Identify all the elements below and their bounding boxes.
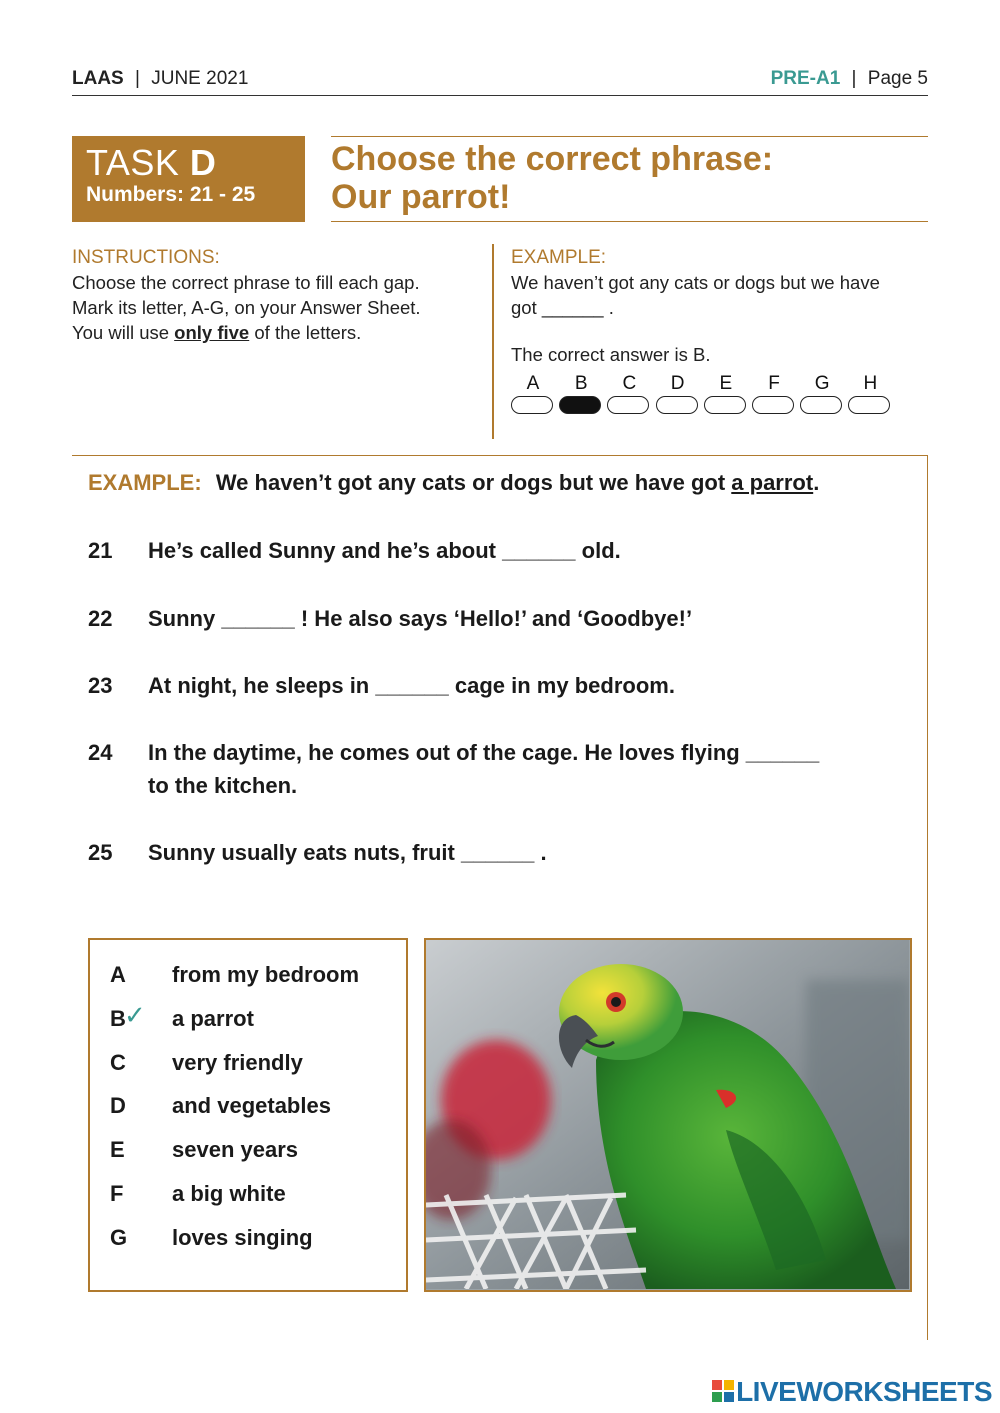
answer-bubble-c[interactable]	[607, 372, 651, 414]
bubble-letter: H	[863, 373, 878, 394]
page-header	[72, 66, 928, 96]
bubble-oval[interactable]	[511, 396, 553, 414]
question-21	[88, 534, 888, 567]
question-number: 21	[88, 538, 113, 563]
option-letter: F	[110, 1180, 124, 1206]
answer-bubble-a[interactable]	[511, 372, 555, 414]
example-sentence-answer: a parrot	[731, 470, 814, 495]
question-22	[88, 602, 888, 635]
answer-bubble-g[interactable]	[800, 372, 844, 414]
example-label: EXAMPLE:	[511, 247, 607, 268]
question-text-continued: to the kitchen.	[148, 773, 298, 798]
header-separator: |	[135, 68, 140, 89]
option-letter: E	[110, 1137, 125, 1163]
question-text[interactable]: Sunny ______ ! He also says ‘Hello!’ and ‘Goodbye!’	[148, 606, 693, 631]
option-text: a parrot	[172, 1005, 254, 1031]
liveworksheets-logo	[712, 1376, 992, 1408]
example-sentence	[88, 470, 819, 496]
level-label: PRE-A1	[770, 68, 841, 89]
option-f	[110, 1181, 406, 1225]
title-line-2: Our parrot!	[331, 178, 511, 216]
bubble-letter: A	[526, 373, 540, 394]
bubble-letter: F	[768, 373, 780, 394]
question-24	[88, 736, 888, 802]
option-letter: G	[110, 1224, 128, 1250]
question-number: 25	[88, 840, 113, 865]
bubble-oval[interactable]	[559, 396, 601, 414]
question-text[interactable]: Sunny usually eats nuts, fruit ______ .	[148, 840, 547, 865]
option-e	[110, 1137, 406, 1181]
task-numbers: Numbers: 21 - 25	[86, 183, 256, 206]
task-badge	[72, 136, 305, 222]
example-panel	[511, 246, 931, 366]
answer-bubbles	[511, 372, 891, 420]
bubble-letter: G	[814, 373, 830, 394]
question-text[interactable]: In the daytime, he comes out of the cage. He loves flying ______	[148, 740, 820, 765]
answer-bubble-d[interactable]	[656, 372, 700, 414]
instructions-line-1: Choose the correct phrase to fill each gap.	[72, 272, 420, 293]
bubble-oval[interactable]	[607, 396, 649, 414]
instructions-line-3-pre: You will use	[72, 322, 170, 343]
option-letter: D	[110, 1093, 126, 1119]
instructions-line-3	[72, 320, 472, 345]
bubble-letter: C	[622, 373, 637, 394]
bubble-oval[interactable]	[704, 396, 746, 414]
option-a	[110, 962, 406, 1006]
option-b	[110, 999, 406, 1050]
instructions-line-3-post: of the letters.	[254, 322, 362, 343]
option-text: and vegetables	[172, 1093, 331, 1119]
checkmark-icon: ✓	[124, 999, 146, 1030]
parrot-image	[426, 940, 909, 1289]
option-letter: B	[110, 1005, 126, 1031]
bubble-oval[interactable]	[656, 396, 698, 414]
bubble-letter: E	[719, 373, 733, 394]
example-correct-answer: The correct answer is B.	[511, 344, 711, 365]
logo-text: LIVEWORKSHEETS	[736, 1376, 992, 1407]
page-number: Page 5	[867, 68, 928, 89]
option-letter: C	[110, 1049, 126, 1075]
option-text: very friendly	[172, 1049, 303, 1075]
bubble-oval[interactable]	[800, 396, 842, 414]
answer-bubble-h[interactable]	[848, 372, 892, 414]
instructions-panel	[72, 246, 472, 345]
header-date: JUNE 2021	[151, 68, 249, 89]
instructions-emphasis: only five	[174, 322, 250, 343]
header-right	[771, 68, 928, 90]
task-letter: D	[189, 142, 217, 183]
question-number: 22	[88, 606, 113, 631]
parrot-photo	[424, 938, 912, 1292]
task-heading	[86, 144, 291, 182]
option-text: a big white	[172, 1180, 286, 1206]
bubble-oval[interactable]	[752, 396, 794, 414]
question-text[interactable]: He’s called Sunny and he’s about ______ old.	[148, 538, 621, 563]
options-box	[88, 938, 408, 1292]
logo-icon	[712, 1380, 734, 1402]
task-title	[331, 136, 928, 222]
bubble-letter: D	[670, 373, 685, 394]
task-word: TASK	[86, 142, 180, 183]
option-text: from my bedroom	[172, 962, 360, 987]
option-letter: A	[110, 962, 126, 987]
example-sentence-label: EXAMPLE:	[88, 470, 202, 495]
bubble-oval[interactable]	[848, 396, 890, 414]
option-text: loves singing	[172, 1224, 313, 1250]
answer-bubble-e[interactable]	[704, 372, 748, 414]
question-text[interactable]: At night, he sleeps in ______ cage in my bedroom.	[148, 673, 675, 698]
bubble-letter: B	[574, 373, 588, 394]
org-name: LAAS	[72, 68, 124, 89]
instructions-line-2: Mark its letter, A-G, on your Answer Sheet.	[72, 297, 421, 318]
answer-bubble-f[interactable]	[752, 372, 796, 414]
option-text: seven years	[172, 1137, 298, 1163]
vertical-divider	[492, 244, 494, 439]
example-line-1: We haven’t got any cats or dogs but we have	[511, 272, 880, 293]
example-sentence-end: .	[813, 470, 820, 495]
title-line-1: Choose the correct phrase:	[331, 140, 774, 178]
header-separator-right: |	[851, 68, 857, 89]
question-number: 24	[88, 740, 113, 765]
option-g	[110, 1225, 406, 1269]
option-c	[110, 1050, 406, 1094]
option-d	[110, 1093, 406, 1137]
answer-bubble-b[interactable]	[559, 372, 603, 414]
question-number: 23	[88, 673, 113, 698]
header-left	[72, 68, 248, 90]
example-sentence-text: We haven’t got any cats or dogs but we have got	[215, 470, 726, 495]
example-line-2: got ______ .	[511, 297, 614, 318]
question-23	[88, 669, 888, 702]
question-25	[88, 836, 888, 869]
instructions-label: INSTRUCTIONS:	[72, 247, 220, 268]
